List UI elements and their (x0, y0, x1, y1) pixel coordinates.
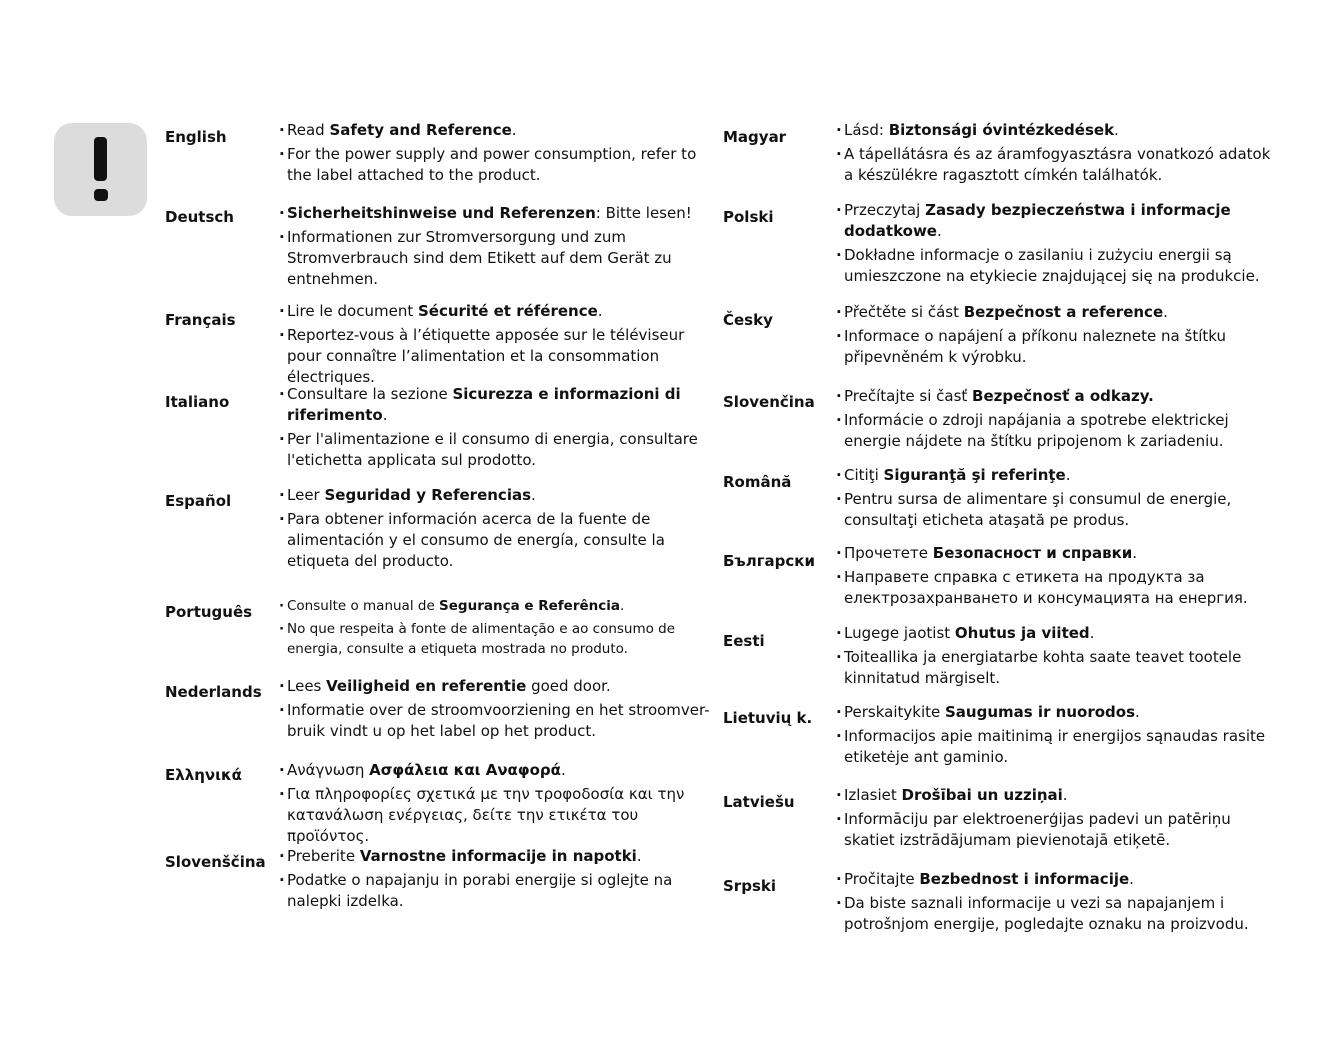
language-label: Latviešu (723, 793, 795, 811)
instruction-text: A tápellátásra és az áramfogyasztásra vonatkozó adatok a készülékre ragasztott címkén találhatók. (844, 145, 1271, 184)
instruction-list (280, 120, 720, 189)
instruction-item (280, 203, 720, 224)
instruction-text: Направете справка с етикета на продукта за електрозахранването и консумацията на енергия. (844, 568, 1248, 607)
document-reference: Saugumas ir nuorodos (945, 703, 1136, 721)
language-label: Italiano (165, 393, 230, 411)
instruction-text: Toiteallika ja energiatarbe kohta saate teavet tootele kinnitatud märgiselt. (844, 648, 1242, 687)
instruction-item (837, 785, 1277, 806)
instruction-text: Lásd: (844, 121, 889, 139)
instruction-text: Για πληροφορίες σχετικά με την τροφοδοσία και την κατανάλωση ενέργειας, δείτε την ετικέτα του προϊόντος. (287, 785, 685, 845)
instruction-text: Consulte o manual de (287, 598, 440, 614)
instruction-item (837, 120, 1277, 141)
document-reference: Drošībai un uzziņai (901, 786, 1063, 804)
instruction-list (837, 302, 1277, 371)
document-reference: Biztonsági óvintézkedések (888, 121, 1115, 139)
document-reference: Zasady bezpieczeństwa i informacje dodatkowe (844, 201, 1231, 240)
language-label: Lietuvių k. (723, 709, 813, 727)
instruction-text: Podatke o napajanju in porabi energije si oglejte na nalepki izdelka. (287, 871, 673, 910)
instruction-list (280, 760, 720, 850)
instruction-item (837, 302, 1277, 323)
document-reference: Siguranţă şi referinţe (883, 466, 1066, 484)
instruction-item (280, 596, 720, 616)
document-reference: Sicurezza e informazioni di riferimento (287, 385, 681, 424)
instruction-item (837, 647, 1277, 689)
language-label: Slovenčina (723, 393, 815, 411)
instruction-list (837, 623, 1277, 692)
document-reference: Veiligheid en referentie (326, 677, 527, 695)
document-reference: Ohutus ja viited (954, 624, 1090, 642)
document-reference: Sécurité et référence (417, 302, 598, 320)
instruction-text: Preberite (287, 847, 360, 865)
instruction-text: Informāciju par elektroenerģijas padevi un patēriņu skatiet izstrādājumam pievienotajā etiķetē. (844, 810, 1231, 849)
instruction-list (280, 846, 720, 915)
instruction-item (837, 809, 1277, 851)
instruction-text: . (531, 486, 536, 504)
instruction-text: . (1062, 786, 1068, 804)
instruction-text: Lire le document (287, 302, 418, 320)
instruction-item (837, 465, 1277, 486)
instruction-text: . (1163, 303, 1168, 321)
instruction-text: Прочетете (844, 544, 933, 562)
instruction-item (837, 200, 1277, 242)
exclamation-dot (94, 189, 108, 201)
instruction-list (280, 384, 720, 474)
instruction-item (837, 386, 1277, 407)
instruction-item (837, 489, 1277, 531)
instruction-text: Para obtener información acerca de la fuente de alimentación y el consumo de energía, consulte la etiqueta del producto. (287, 510, 665, 570)
language-label: Ελληνικά (165, 766, 242, 784)
instruction-text: Pentru sursa de alimentare şi consumul de energie, consultaţi eticheta ataşată pe produs. (844, 490, 1232, 529)
instruction-item (837, 869, 1277, 890)
language-label: Română (723, 473, 792, 491)
instruction-list (837, 465, 1277, 534)
instruction-text: . (1135, 703, 1140, 721)
instruction-text: Pročitajte (844, 870, 920, 888)
instruction-text: Informace o napájení a příkonu naleznete na štítku připevněném k výrobku. (844, 327, 1226, 366)
instruction-text: Izlasiet (844, 786, 902, 804)
document-reference: Varnostne informacije in napotki (359, 847, 637, 865)
instruction-text: Leer (287, 486, 325, 504)
document-reference: Segurança e Referência (439, 598, 620, 614)
instruction-text: Consultare la sezione (287, 385, 453, 403)
language-label: English (165, 128, 227, 146)
language-label: Nederlands (165, 683, 262, 701)
instruction-item (837, 245, 1277, 287)
document-reference: Bezpečnost a reference (963, 303, 1164, 321)
instruction-list (280, 596, 720, 662)
instruction-text: . (511, 121, 517, 139)
document-reference: Безопасност и справки (932, 544, 1133, 562)
instruction-text: Lugege jaotist (844, 624, 955, 642)
instruction-text: . (636, 847, 642, 865)
instruction-text: For the power supply and power consumption, refer to the label attached to the product. (287, 145, 697, 184)
instruction-text: Per l'alimentazione e il consumo di energia, consultare l'etichetta applicata sul prodotto. (287, 430, 698, 469)
instruction-text: Informatie over de stroomvoorziening en het stroomver-bruik vindt u op het label op het product. (287, 701, 710, 740)
instruction-list (280, 301, 720, 391)
language-label: Deutsch (165, 208, 234, 226)
instruction-list (280, 203, 720, 293)
instruction-item (280, 227, 720, 290)
instruction-text: . (936, 222, 942, 240)
instruction-item (837, 567, 1277, 609)
language-label: Eesti (723, 632, 765, 650)
instruction-text: . (1089, 624, 1095, 642)
instruction-list (837, 785, 1277, 854)
instruction-list (837, 702, 1277, 771)
instruction-item (837, 543, 1277, 564)
document-reference: Bezbednost i informacije (919, 870, 1130, 888)
instruction-item (280, 120, 720, 141)
document-reference: Seguridad y Referencias (324, 486, 532, 504)
instruction-item (280, 760, 720, 781)
document-reference: Ασφάλεια και Αναφορά (369, 761, 561, 779)
instruction-text: No que respeita à fonte de alimentação e ao consumo de energia, consulte a etiqueta mostrada no produto. (287, 621, 676, 657)
instruction-text: . (597, 302, 603, 320)
instruction-item (837, 726, 1277, 768)
instruction-list (837, 869, 1277, 938)
language-label: Srpski (723, 877, 776, 895)
instruction-item (280, 700, 720, 742)
instruction-text: Da biste saznali informacije u vezi sa napajanjem i potrošnjom energije, pogledajte oznaku na proizvodu. (844, 894, 1249, 933)
instruction-item (280, 870, 720, 912)
instruction-text: goed door. (526, 677, 611, 695)
instruction-text: Ανάγνωση (287, 761, 370, 779)
instruction-item (837, 326, 1277, 368)
document-reference: Sicherheitshinweise und Referenzen (287, 204, 596, 222)
instruction-text: Prečítajte si časť (844, 387, 973, 405)
instruction-item (837, 410, 1277, 452)
instruction-item (280, 485, 720, 506)
language-label: Polski (723, 208, 774, 226)
instruction-text: . (1132, 544, 1138, 562)
instruction-text: Perskaitykite (844, 703, 945, 721)
instruction-text: . (1129, 870, 1134, 888)
language-label: Magyar (723, 128, 787, 146)
language-label: Česky (723, 311, 773, 329)
instruction-text: Reportez-vous à l’étiquette apposée sur le téléviseur pour connaître l’alimentation et la consommation électriques. (287, 326, 685, 386)
instruction-text: Citiţi (844, 466, 884, 484)
instruction-text: : Bitte lesen! (595, 204, 692, 222)
instruction-text: . (620, 598, 625, 614)
instruction-text: Informácie o zdroji napájania a spotrebe elektrickej energie nájdete na štítku pripojenom k zariadeniu. (844, 411, 1229, 450)
instruction-list (837, 120, 1277, 189)
instruction-item (280, 676, 720, 697)
instruction-text: Informacijos apie maitinimą ir energijos sąnaudas rasite etiketėje ant gaminio. (844, 727, 1266, 766)
instruction-list (280, 485, 720, 575)
instruction-item (837, 623, 1277, 644)
language-label: Български (723, 552, 815, 570)
instruction-text: Informationen zur Stromversorgung und zum Stromverbrauch sind dem Etikett auf dem Gerät zu entnehmen. (287, 228, 672, 288)
instruction-item (280, 301, 720, 322)
language-label: Português (165, 603, 253, 621)
instruction-list (837, 543, 1277, 612)
instruction-item (837, 893, 1277, 935)
instruction-item (280, 784, 720, 847)
instruction-list (837, 200, 1277, 290)
instruction-item (280, 429, 720, 471)
document-reference: Safety and Reference (329, 121, 512, 139)
instruction-list (837, 386, 1277, 455)
language-label: Slovenščina (165, 853, 266, 871)
document-reference: Bezpečnosť a odkazy. (972, 387, 1154, 405)
instruction-item (280, 325, 720, 388)
language-label: Français (165, 311, 236, 329)
instruction-text: . (1114, 121, 1119, 139)
instruction-item (280, 619, 720, 659)
instruction-text: . (560, 761, 566, 779)
instruction-item (280, 384, 720, 426)
instruction-text: Read (287, 121, 330, 139)
instruction-text: Lees (287, 677, 327, 695)
instruction-text: Dokładne informacje o zasilaniu i zużyciu energii są umieszczone na etykiecie znajdującej się na produkcie. (844, 246, 1260, 285)
instruction-item (280, 846, 720, 867)
instruction-item (280, 509, 720, 572)
instruction-item (837, 702, 1277, 723)
exclamation-icon (94, 137, 107, 181)
instruction-item (837, 144, 1277, 186)
instruction-item (280, 144, 720, 186)
instruction-list (280, 676, 720, 745)
instruction-text: Přečtěte si část (844, 303, 964, 321)
instruction-text: . (382, 406, 388, 424)
language-label: Español (165, 492, 232, 510)
instruction-text: Przeczytaj (844, 201, 926, 219)
warning-badge (54, 123, 147, 216)
instruction-text: . (1065, 466, 1071, 484)
